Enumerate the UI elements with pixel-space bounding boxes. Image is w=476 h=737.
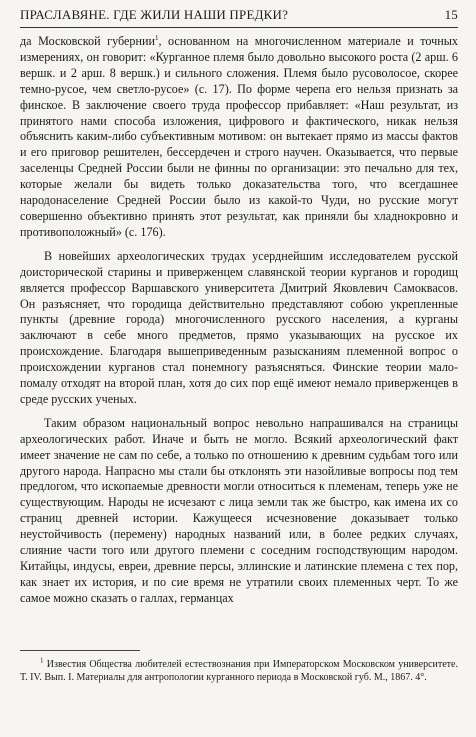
footnote-text: Известия Общества любителей естествознания при Императорском Московском университете. Т. IV. Вып. I. Материалы для антропологии курганного периода в Московской губ. М., 1867. 4°. xyxy=(20,659,458,683)
running-title: ПРАСЛАВЯНЕ. ГДЕ ЖИЛИ НАШИ ПРЕДКИ? xyxy=(20,7,289,22)
main-text xyxy=(20,34,458,607)
paragraph-3: Таким образом национальный вопрос невольно напрашивался на страницы археологических работ. Иначе и быть не могло. Всякий археологический факт имеет значение не сам по себе, а только по отношению к древним судьбам того или другого народа. Напрасно мы стали бы отклонять эти назойливые вопросы под тем предлогом, что ископаемые древности могли относиться к племенам, теперь уже не существующим. Народы не исчезают с лица земли так же быстро, как имена их со страниц древней истории. Кажущееся исчезновение доказывает только неустойчивость (перемену) народных названий или, в более редких случаях, слияние части того или другого племени с соседним господствующим народом. Китайцы, индусы, евреи, древние персы, эллинские и латинские племена с тех пор, как знает их история, и по сие время не утратили своих племенных черт. То же самое можно сказать о галлах, германцах xyxy=(20,415,458,605)
page-number: 15 xyxy=(444,7,458,22)
header-rule xyxy=(20,27,458,28)
footnote xyxy=(20,658,458,684)
footnote-reference: 1 xyxy=(154,33,159,42)
footnote-rule xyxy=(20,650,140,651)
paragraph-2: В новейших археологических трудах усерднейшим исследователем русской доисторической старины и приверженцем славянской теории курганов и городищ является профессор Варшавского университета Дмитрий Яковлевич Самоквасов. Он разъясняет, что городища действительно представляют собою укрепленные пункты (древние города) многочисленного русского населения, а курганы заключают в себе много предметов, прямо указывающих на русское их происхождение. Благодаря вышеприведенным разысканиям племенной вопрос о происхождении курганов стал понемногу разъясняться. Финские теории мало-помалу отходят на второй план, хотя до сих пор ещё имеют немало приверженцев в среде русских ученых. xyxy=(20,248,458,406)
footnote-marker: 1 xyxy=(40,656,44,665)
paragraph-1: да Московской губернии$^1$, основанном на многочисленном материале и точных измерениях, он говорит: «Курганное племя было довольно высокого роста (2 арш. 6 вершк. и 2 арш. 8 вершк.) и сильного сложения. Племя было русоволосое, скорее темно-русое, чем светло-русое» (с. 17). По форме черепа его нельзя признать за финское. В заключение своего труда профессор прибавляет: «Наш результат, из принятого нами способа изложения, цифрового и фактического, никак нельзя объяснить каким-либо субъективным мотивом: он вытекает прямо из массы фактов и его приговор решителен, бессердечен и строго научен. Оказывается, что первые заселенцы Средней России были не финны по организации: это печально для тех, которые желали бы видеть только доказательства того, что всегдашнее народонаселение Средней России было из какой-то Чуди, но русские могут совершенно объективно принять этот результат, как приняли бы хладнокровно и противоположный» (с. 176). xyxy=(20,33,458,239)
page-header xyxy=(20,4,458,26)
